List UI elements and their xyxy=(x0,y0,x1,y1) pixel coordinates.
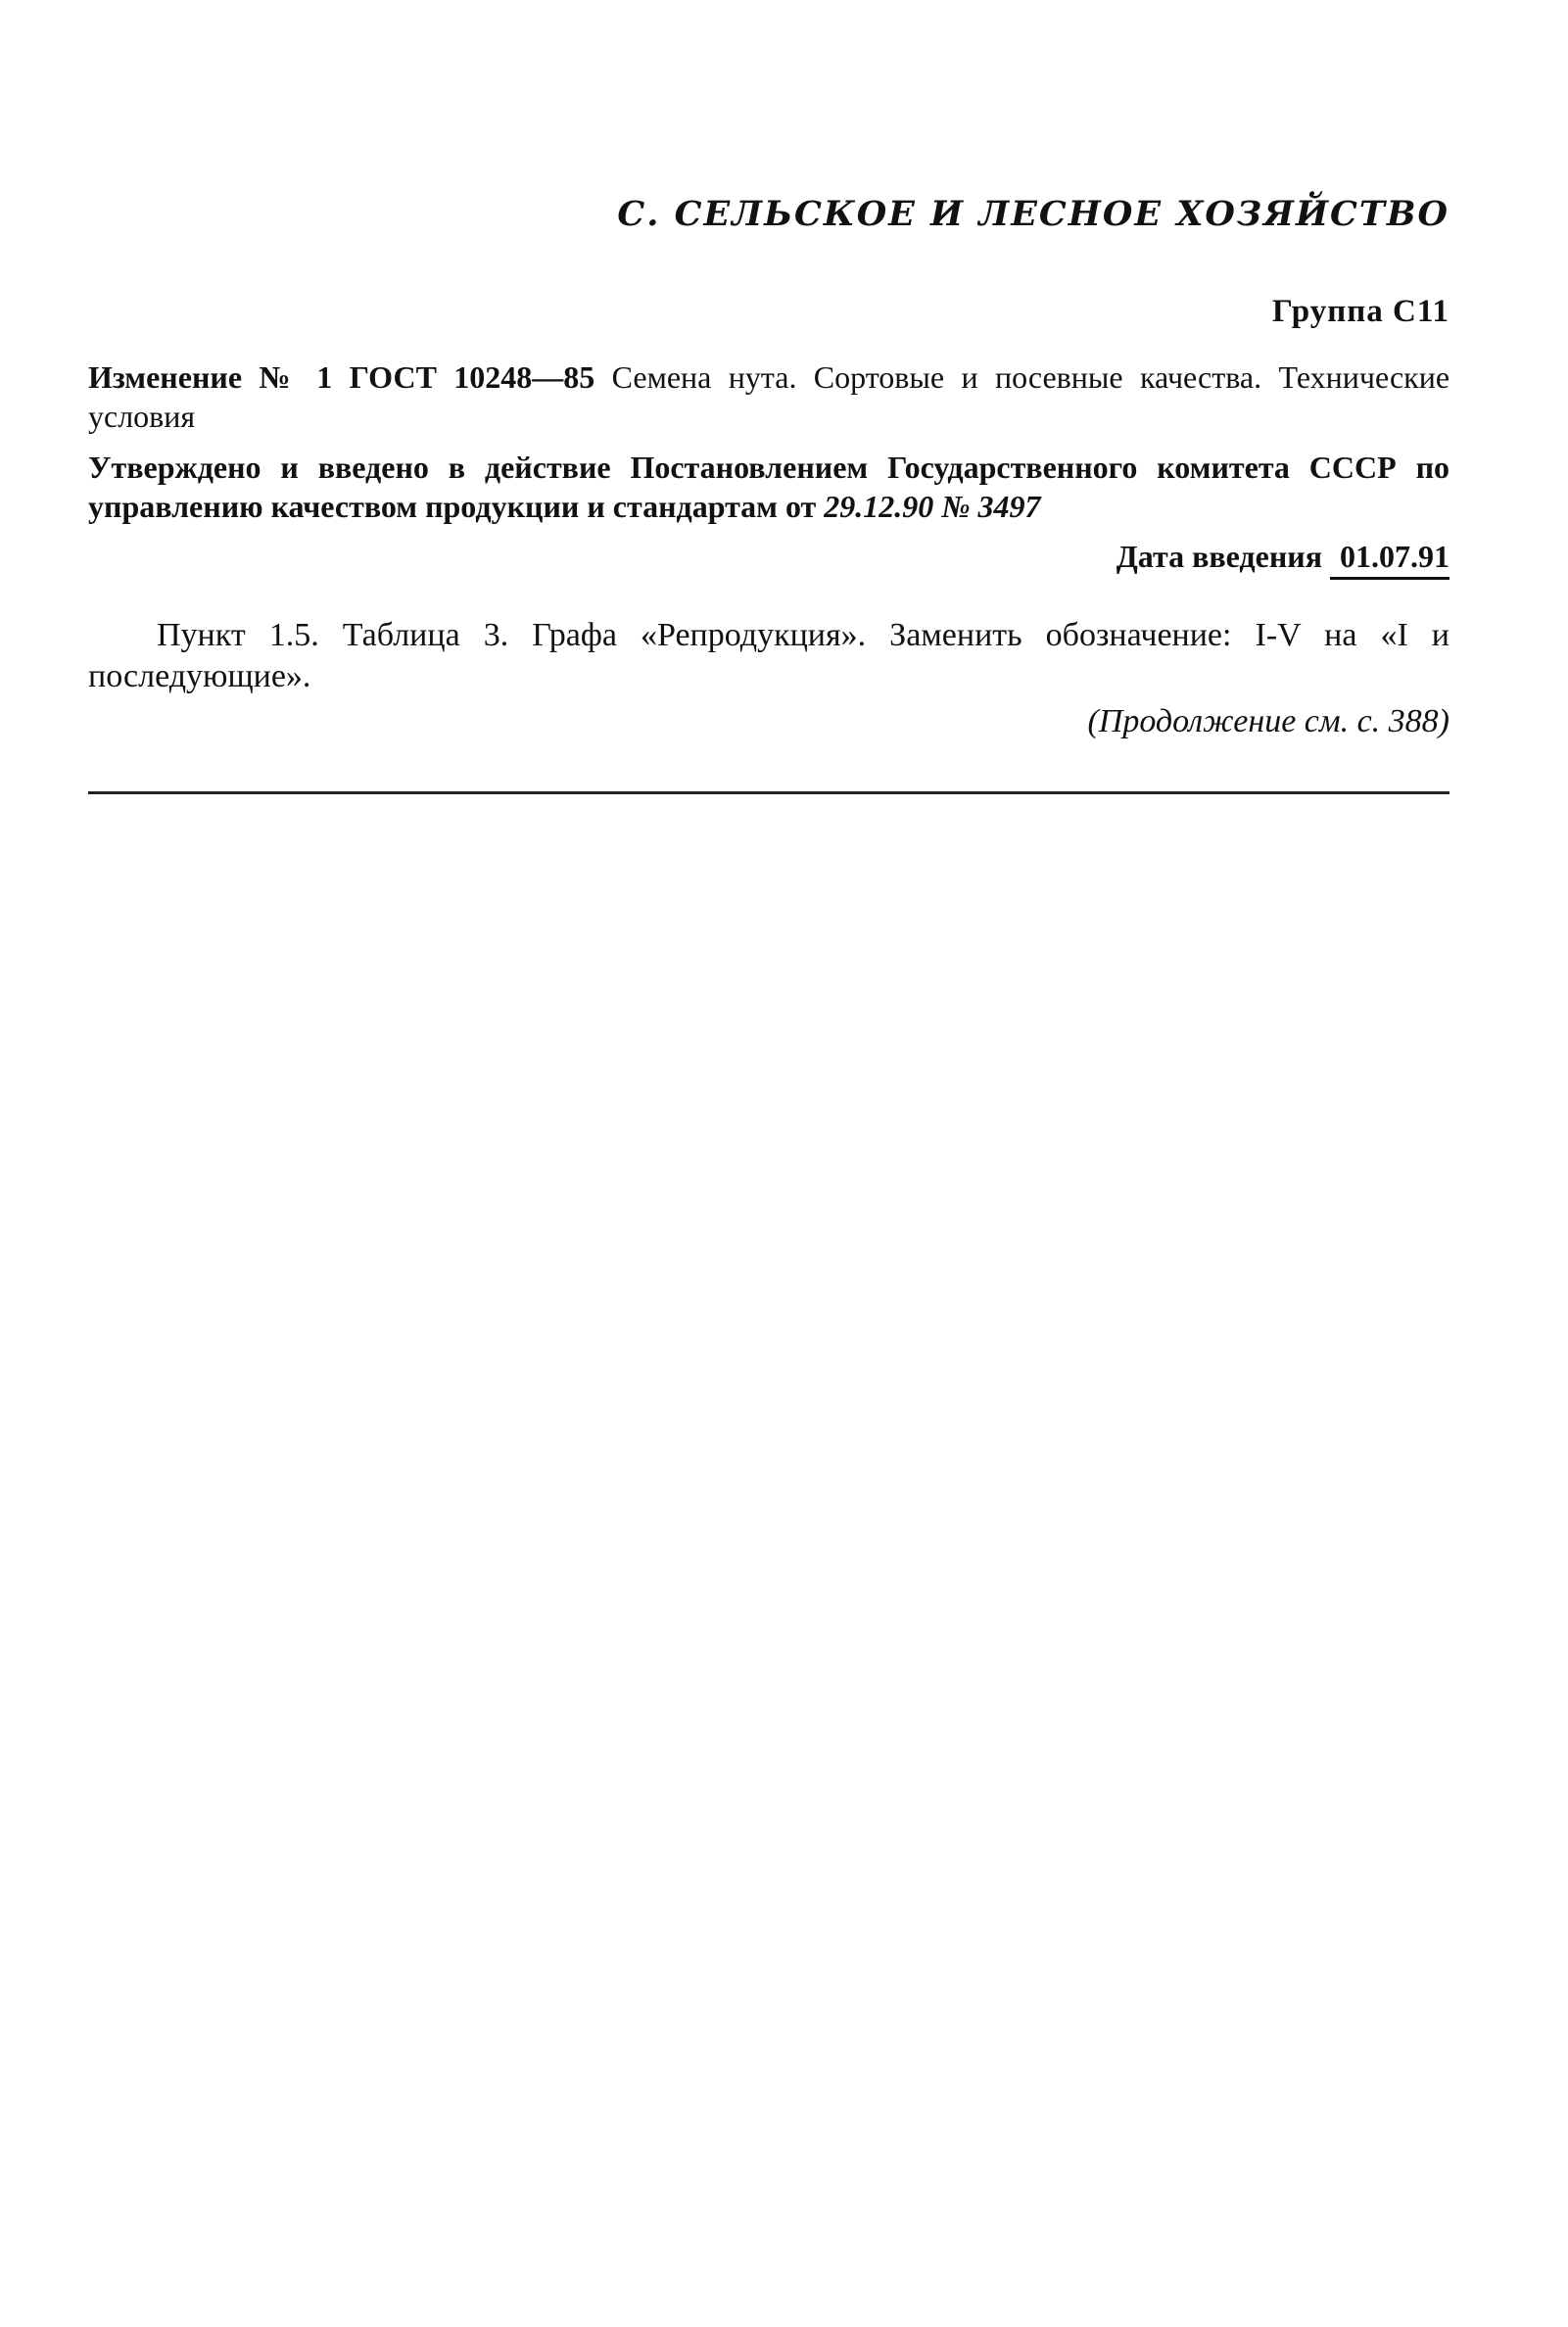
amendment-standard-title: Семена нута. Сортовые и посевные качества. Технические условия xyxy=(88,359,1450,434)
section-heading: С. СЕЛЬСКОЕ И ЛЕСНОЕ ХОЗЯЙСТВО xyxy=(617,194,1449,234)
approval-statement xyxy=(88,448,1449,526)
introduction-date-label: Дата введения xyxy=(1116,539,1322,574)
approval-number: 29.12.90 № 3497 xyxy=(824,489,1041,524)
amendment-prefix: Изменение № 1 ГОСТ 10248—85 xyxy=(88,359,595,395)
horizontal-divider xyxy=(88,791,1449,794)
introduction-date-line xyxy=(1117,539,1449,580)
group-code: Группа С11 xyxy=(1271,294,1449,329)
approval-lead: Утверждено и введено в действие Постановлением Государственного комитета СССР по управлению качеством продукции и стандартам от xyxy=(88,450,1449,524)
introduction-date: 01.07.91 xyxy=(1330,539,1449,580)
amendment-title xyxy=(88,357,1449,436)
amendment-body-text: Пункт 1.5. Таблица 3. Графа «Репродукция». Заменить обозначение: I-V на «I и последующие». xyxy=(88,617,1449,694)
continuation-note: (Продолжение см. с. 388) xyxy=(1087,703,1449,739)
document-page xyxy=(88,0,1449,2327)
